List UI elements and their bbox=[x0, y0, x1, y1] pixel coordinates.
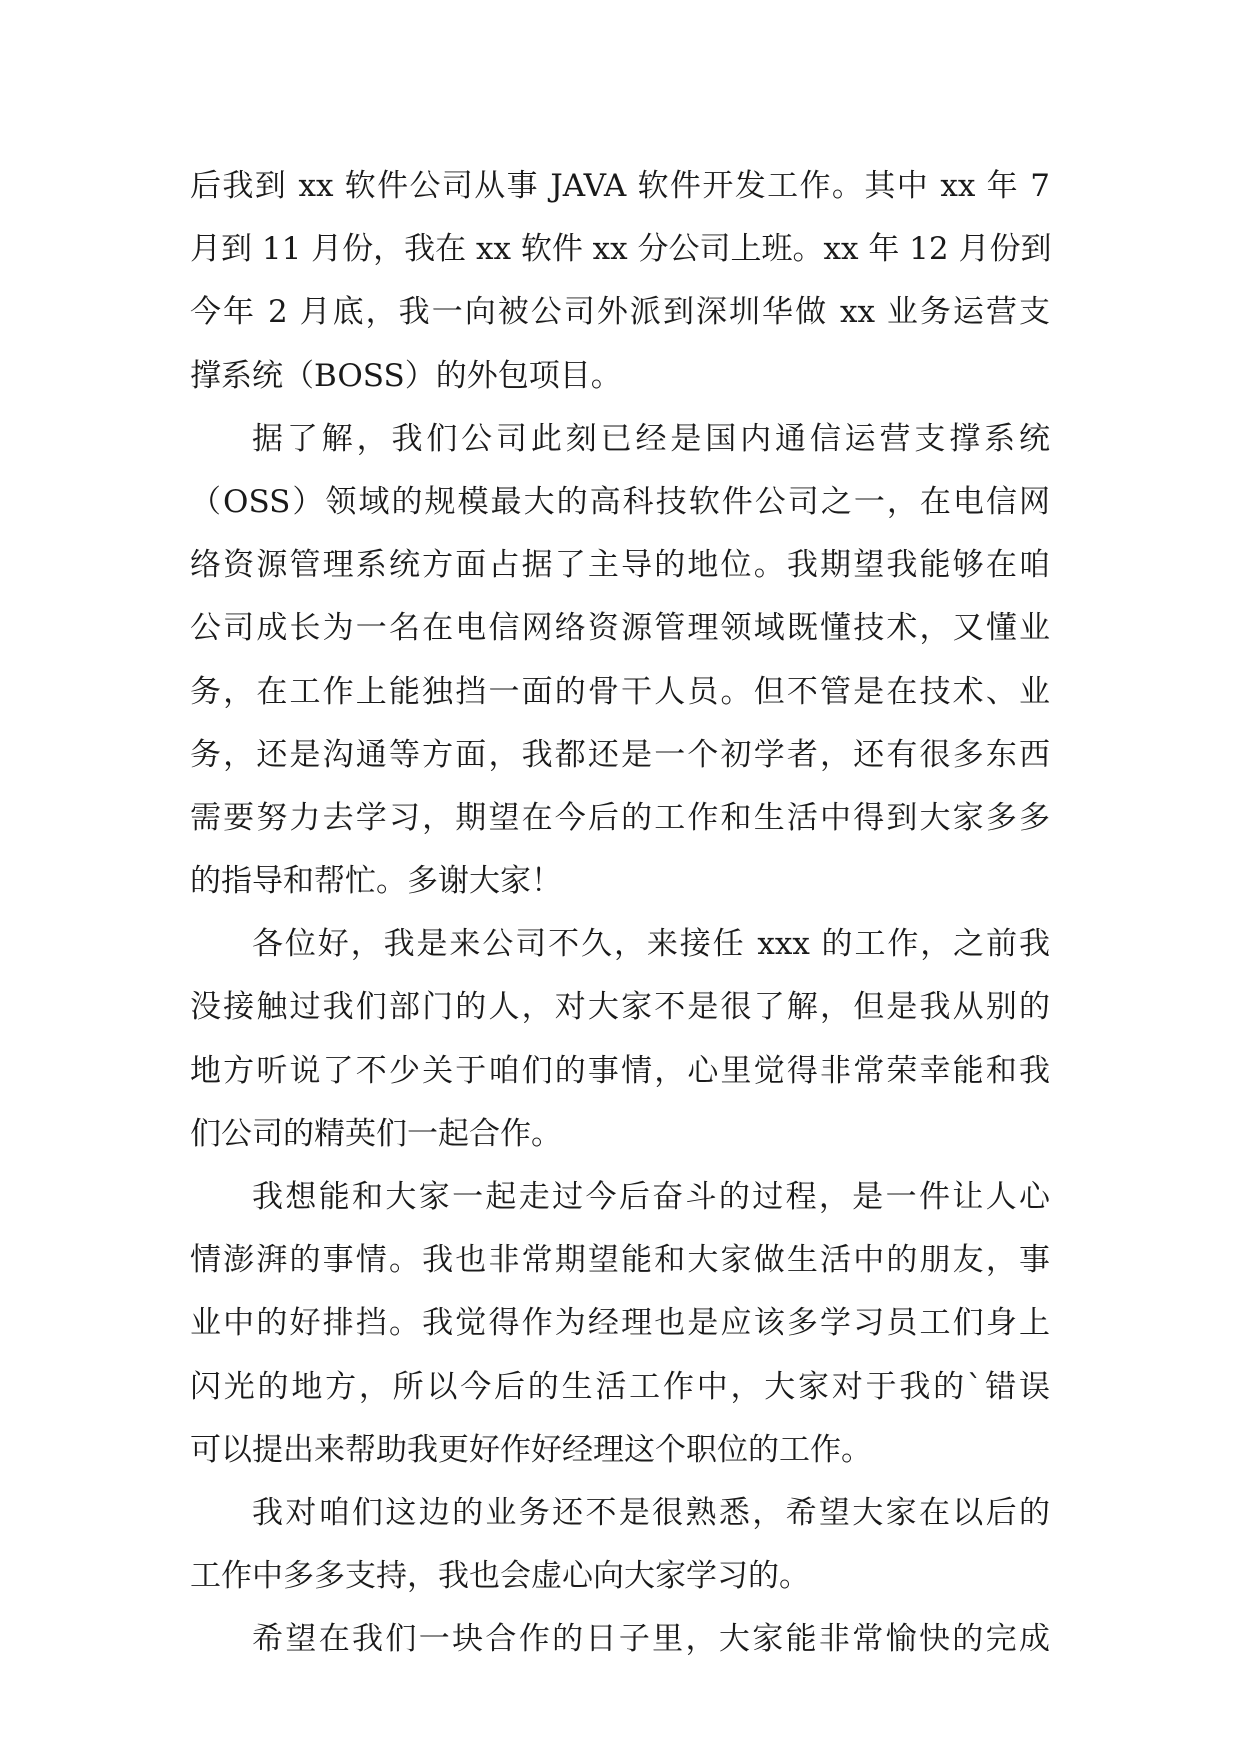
text-line: 今年 2 月底，我一向被公司外派到深圳华做 xx 业务运营支 bbox=[190, 294, 1050, 331]
text-line: 业中的好排挡。我觉得作为经理也是应该多学习员工们身上 bbox=[190, 1305, 1050, 1342]
text-line: 情澎湃的事情。我也非常期望能和大家做生活中的朋友，事 bbox=[190, 1242, 1050, 1279]
text-line: 务，还是沟通等方面，我都还是一个初学者，还有很多东西 bbox=[190, 736, 1050, 773]
text-line: （OSS）领域的规模最大的高科技软件公司之一，在电信网 bbox=[190, 483, 1050, 520]
paragraph-first-line: 希望在我们一块合作的日子里，大家能非常愉快的完成 bbox=[252, 1621, 1050, 1658]
text-line: 闪光的地方，所以今后的生活工作中，大家对于我的`错误 bbox=[190, 1368, 1050, 1405]
text-line: 撑系统（BOSS）的外包项目。 bbox=[190, 357, 622, 394]
text-line: 后我到 xx 软件公司从事 JAVA 软件开发工作。其中 xx 年 7 bbox=[190, 168, 1050, 204]
text-line: 月到 11 月份，我在 xx 软件 xx 分公司上班。xx 年 12 月份到 bbox=[190, 231, 1052, 268]
text-line: 没接触过我们部门的人，对大家不是很了解，但是我从别的 bbox=[190, 989, 1050, 1026]
paragraph-first-line: 我想能和大家一起走过今后奋斗的过程，是一件让人心 bbox=[252, 1179, 1050, 1215]
paragraph-first-line: 据了解，我们公司此刻已经是国内通信运营支撑系统 bbox=[252, 420, 1050, 457]
text-line: 地方听说了不少关于咱们的事情，心里觉得非常荣幸能和我 bbox=[190, 1052, 1050, 1089]
text-line: 需要努力去学习，期望在今后的工作和生活中得到大家多多 bbox=[190, 799, 1050, 836]
text-line: 络资源管理系统方面占据了主导的地位。我期望我能够在咱 bbox=[190, 547, 1050, 584]
text-line: 的指导和帮忙。多谢大家！ bbox=[190, 863, 562, 900]
document-body bbox=[190, 155, 1050, 1672]
text-line: 工作中多多支持，我也会虚心向大家学习的。 bbox=[190, 1558, 810, 1595]
text-line: 公司成长为一名在电信网络资源管理领域既懂技术，又懂业 bbox=[190, 610, 1050, 647]
text-line: 们公司的精英们一起合作。 bbox=[190, 1115, 562, 1152]
text-line: 务，在工作上能独挡一面的骨干人员。但不管是在技术、业 bbox=[190, 673, 1050, 710]
paragraph-first-line: 我对咱们这边的业务还不是很熟悉，希望大家在以后的 bbox=[252, 1494, 1050, 1531]
paragraph-first-line: 各位好，我是来公司不久，来接任 xxx 的工作，之前我 bbox=[252, 926, 1050, 963]
text-line: 可以提出来帮助我更好作好经理这个职位的工作。 bbox=[190, 1431, 872, 1468]
